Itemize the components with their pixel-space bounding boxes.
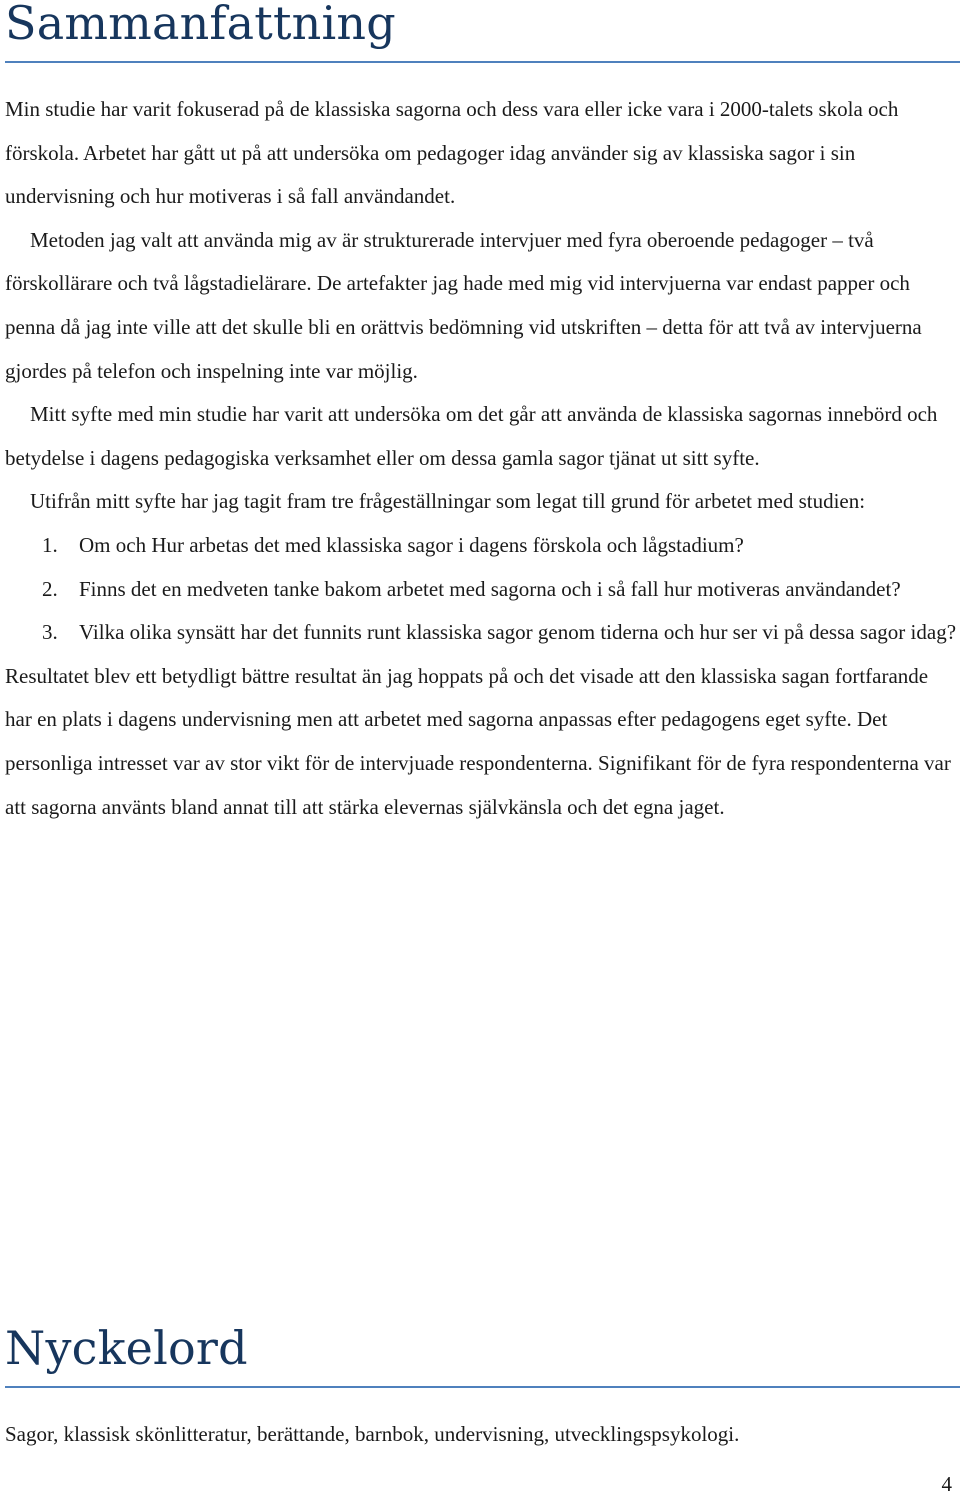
question-number: 2. (42, 576, 58, 601)
keywords-heading-rule (5, 1386, 960, 1388)
summary-heading-rule (5, 61, 960, 63)
summary-heading: Sammanfattning (5, 0, 396, 50)
summary-paragraph-questions-intro: Utifrån mitt syfte har jag tagit fram tre frågeställningar som legat till grund för arbetet med studien: (30, 489, 866, 514)
research-questions-list (5, 524, 957, 655)
question-number: 1. (42, 532, 58, 557)
question-text: Om och Hur arbetas det med klassiska sagor i dagens förskola och lågstadium? (79, 532, 744, 557)
summary-paragraph-result: Resultatet blev ett betydligt bättre resultat än jag hoppats på och det visade att den klassiska sagan fortfarande har en plats i dagens undervisning men att arbetet med sagorna anpassas efter pedagogens eget syfte. Det personliga intresset var av stor vikt för de intervjuade respondenterna. Signifikant för de fyra respondenterna var att sagorna använts bland annat till att stärka elevernas självkänsla och det egna jaget. (5, 663, 951, 819)
summary-paragraph-purpose: Mitt syfte med min studie har varit att undersöka om det går att använda de klassiska sagornas innebörd och betydelse i dagens pedagogiska verksamhet eller om dessa gamla sagor tjänat ut sitt syfte. (5, 402, 938, 470)
page-number: 4 (941, 1472, 952, 1496)
research-question-item (5, 611, 957, 655)
keywords-heading: Nyckelord (5, 1321, 248, 1375)
question-number: 3. (42, 620, 58, 645)
question-text: Finns det en medveten tanke bakom arbetet med sagorna och i så fall hur motiveras användandet? (79, 576, 901, 601)
research-question-item (5, 568, 957, 612)
summary-paragraph-method: Metoden jag valt att använda mig av är strukturerade intervjuer med fyra oberoende pedagoger – två förskollärare och två lågstadielärare. De artefakter jag hade med mig vid intervjuerna var endast papper och penna då jag inte ville att det skulle bli en orättvis bedömning vid utskriften – detta för att två av intervjuerna gjordes på telefon och inspelning inte var möjlig. (5, 227, 922, 383)
research-question-item (5, 524, 957, 568)
summary-paragraph-intro: Min studie har varit fokuserad på de klassiska sagorna och dess vara eller icke vara i 2000-talets skola och förskola. Arbetet har gått ut på att undersöka om pedagoger idag använder sig av klassiska sagor i sin undervisning och hur motiveras i så fall användandet. (5, 97, 899, 209)
question-text: Vilka olika synsätt har det funnits runt klassiska sagor genom tiderna och hur ser vi på dessa sagor idag? (79, 620, 957, 645)
summary-body (5, 88, 957, 829)
keywords-text: Sagor, klassisk skönlitteratur, berättande, barnbok, undervisning, utvecklingspsykologi. (5, 1422, 740, 1446)
